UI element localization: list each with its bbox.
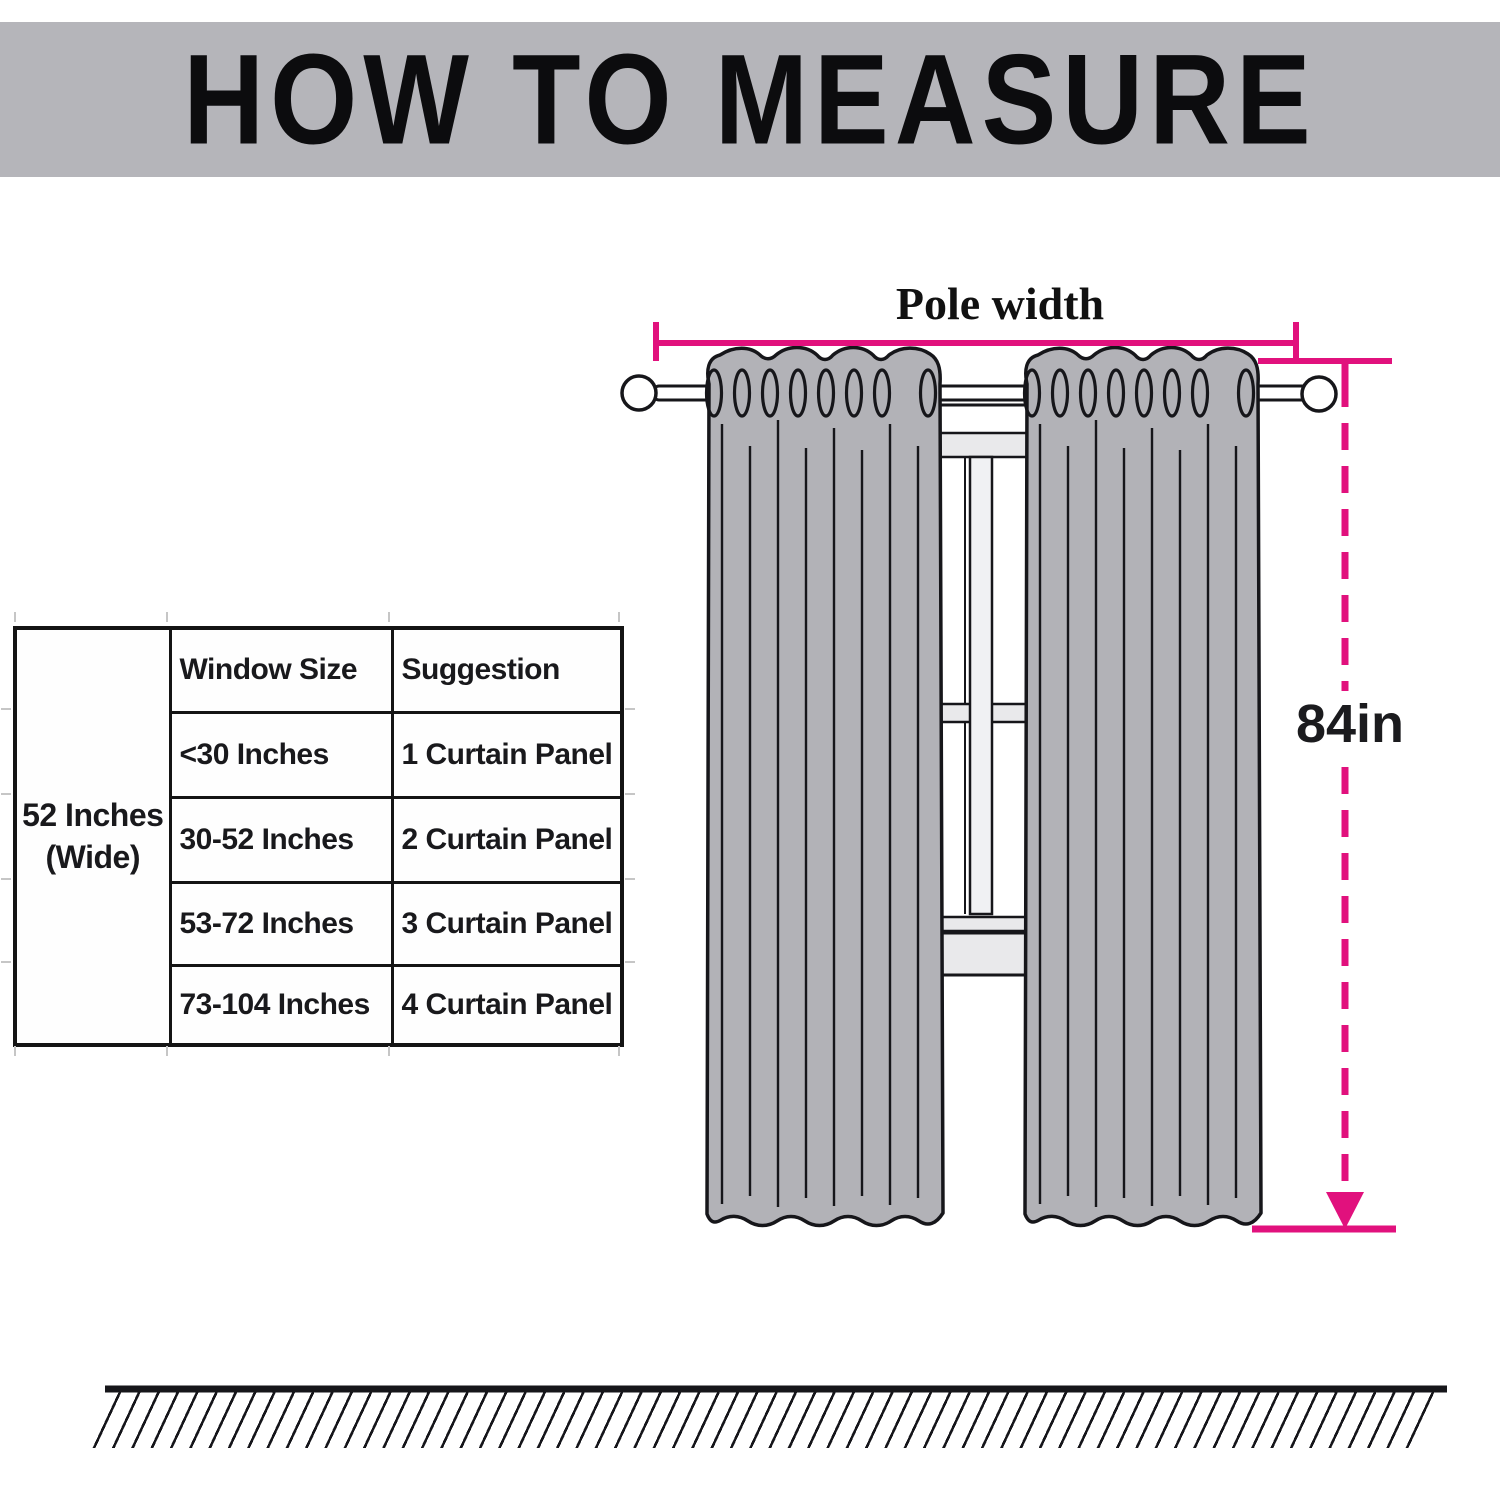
table-row: <30 Inches 1 Curtain Panel — [15, 712, 622, 797]
grid-tick — [1, 708, 11, 710]
table-side-label: 52 Inches (Wide) — [15, 628, 170, 1045]
size-suggestion-table — [13, 626, 624, 1047]
pole-width-label: Pole width — [895, 278, 1105, 329]
grid-tick — [388, 612, 390, 622]
grid-tick — [1, 878, 11, 880]
col-header-window-size: Window Size — [170, 628, 392, 712]
grid-tick — [625, 961, 635, 963]
arrow-down-icon — [1326, 1192, 1364, 1229]
height-measure — [1252, 361, 1396, 1229]
grid-tick — [166, 612, 168, 622]
height-label: 84in — [1280, 691, 1420, 757]
table-row: 73-104 Inches 4 Curtain Panel — [15, 965, 622, 1045]
grid-tick — [625, 793, 635, 795]
curtain-panel-right — [1025, 348, 1261, 1226]
grid-tick — [1, 961, 11, 963]
page-title: HOW TO MEASURE — [183, 28, 1317, 171]
grid-tick — [14, 1046, 16, 1056]
curtain-panel-left — [707, 348, 943, 1226]
grid-tick — [166, 1046, 168, 1056]
table-row: 30-52 Inches 2 Curtain Panel — [15, 797, 622, 882]
grid-tick — [625, 878, 635, 880]
grid-tick — [14, 612, 16, 622]
pole-finial-right — [1302, 377, 1336, 411]
grid-tick — [618, 612, 620, 622]
grid-tick — [1, 793, 11, 795]
pole-finial-left — [622, 376, 656, 410]
floor-hatching — [80, 1392, 1447, 1448]
grid-tick — [625, 708, 635, 710]
grid-tick — [388, 1046, 390, 1056]
table-row: 53-72 Inches 3 Curtain Panel — [15, 882, 622, 965]
col-header-suggestion: Suggestion — [392, 628, 622, 712]
grid-tick — [618, 1046, 620, 1056]
